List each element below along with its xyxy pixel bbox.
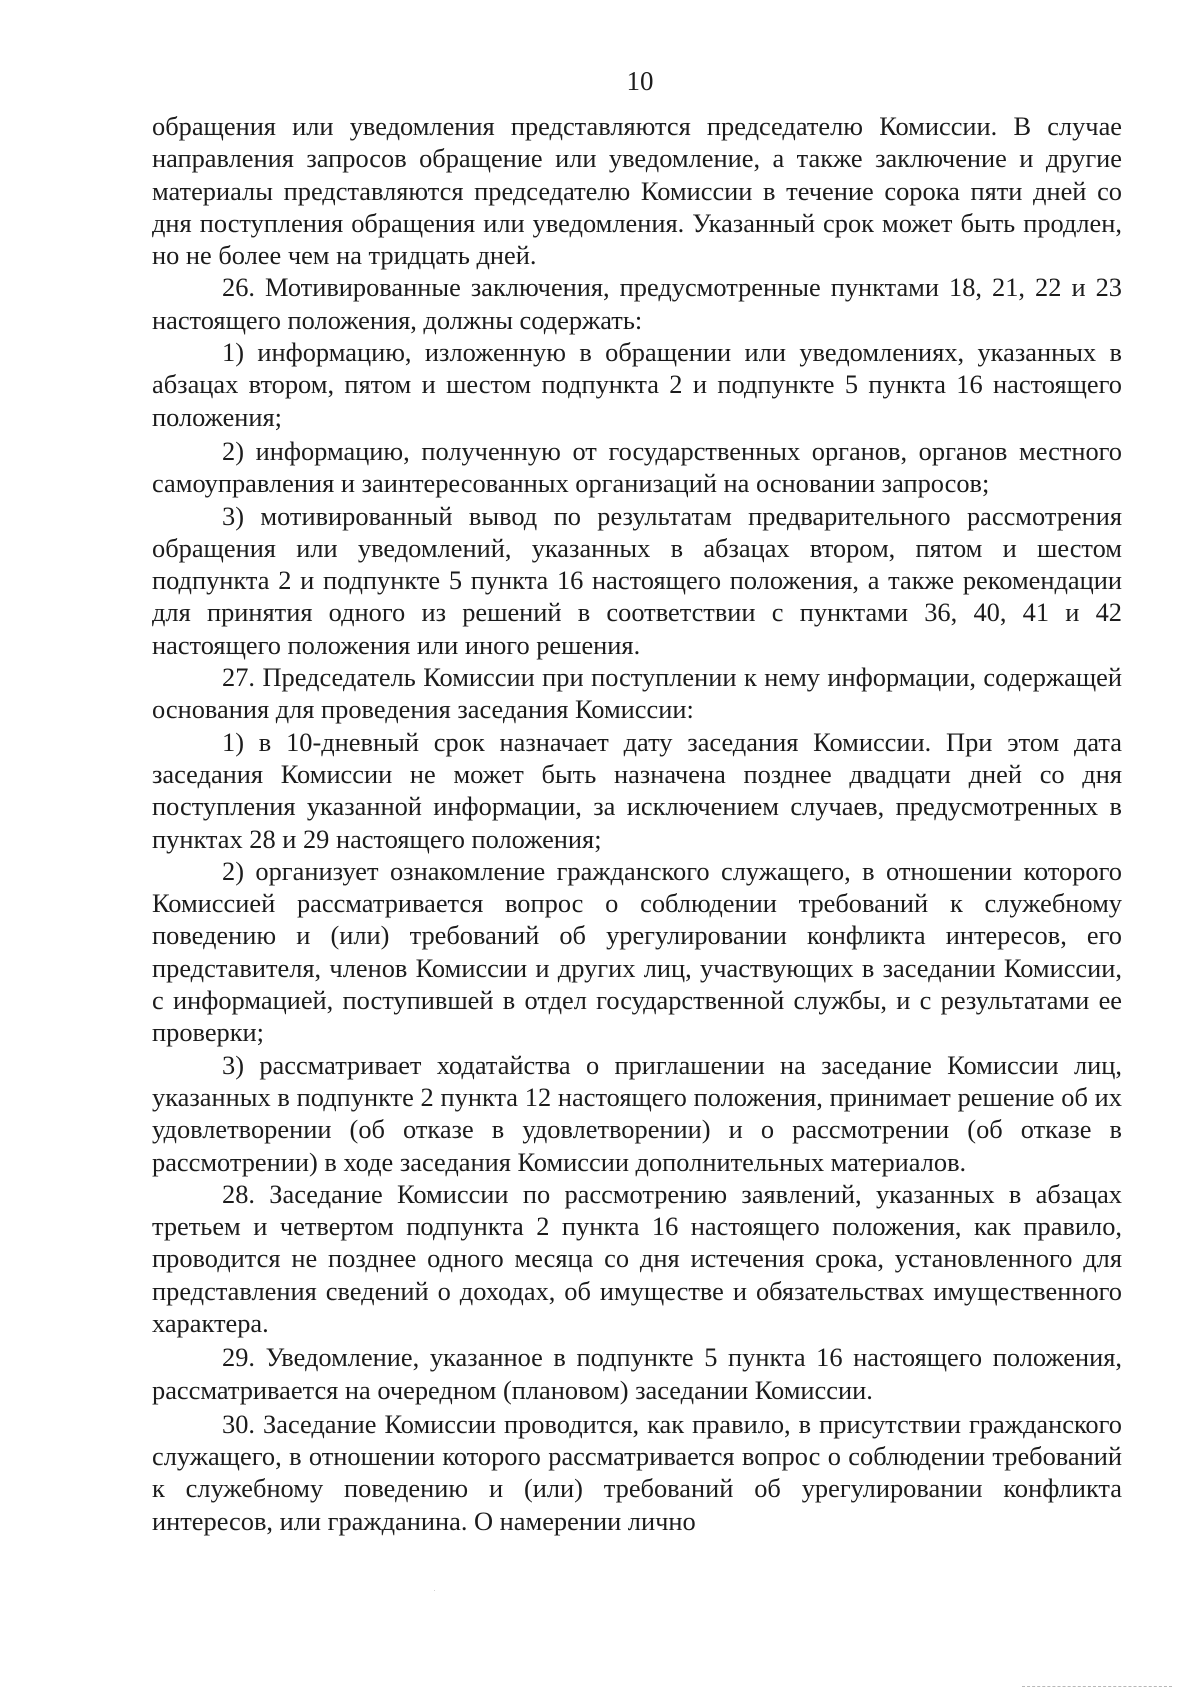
paragraph-30: 30. Заседание Комиссии проводится, как правило, в присутствии гражданского служащего, в отношении которого рассматривается вопрос о соблюдении требований к служебному поведению и (или) требований об урегулировании конфликта интересов, или гражданина. О намерении лично [152,1408,1122,1536]
paragraph-26: 26. Мотивированные заключения, предусмотренные пунктами 18, 21, 22 и 23 настоящего положения, должны содержать: [152,272,1122,335]
paragraph-28: 28. Заседание Комиссии по рассмотрению заявлений, указанных в абзацах третьем и четвертом подпункта 2 пункта 16 настоящего положения, как правило, проводится не позднее одного месяца со дня истечения срока, установленного для представления сведений о доходах, об имуществе и обязательствах имущественного характера. [152,1178,1122,1338]
paragraph-continuation: обращения или уведомления представляются председателю Комиссии. В случае направления запросов обращение или уведомление, а также заключение и другие материалы представляются председателю Комиссии в течение сорока пяти дней со дня поступления обращения или уведомления. Указанный срок может быть продлен, но не более чем на тридцать дней. [152,111,1122,271]
scan-artifact [434,1590,435,1591]
document-body [152,110,1122,1537]
paragraph-26-item-1: 1) информацию, изложенную в обращении или уведомлениях, указанных в абзацах втором, пятом и шестом подпункта 2 и подпункте 5 пункта 16 настоящего положения; [152,337,1122,432]
paragraph-27-item-1: 1) в 10-дневный срок назначает дату заседания Комиссии. При этом дата заседания Комиссии не может быть назначена позднее двадцати дней со дня поступления указанной информации, за исключением случаев, предусмотренных в пунктах 28 и 29 настоящего положения; [152,726,1122,854]
paragraph-27: 27. Председатель Комиссии при поступлении к нему информации, содержащей основания для проведения заседания Комиссии: [152,662,1122,725]
page-number: 10 [626,66,654,96]
paragraph-27-item-3: 3) рассматривает ходатайства о приглашении на заседание Комиссии лиц, указанных в подпункте 2 пункта 12 настоящего положения, принимает решение об их удовлетворении (об отказе в удовлетворении) и о рассмотрении (об отказе в рассмотрении) в ходе заседания Комиссии дополнительных материалов. [152,1049,1122,1177]
paragraph-27-item-2: 2) организует ознакомление гражданского служащего, в отношении которого Комиссией рассматривается вопрос о соблюдении требований к служебному поведению и (или) требований об урегулировании конфликта интересов, его представителя, членов Комиссии и других лиц, участвующих в заседании Комиссии, с информацией, поступившей в отдел государственной службы, и с результатами ее проверки; [152,855,1122,1048]
paragraph-29: 29. Уведомление, указанное в подпункте 5 пункта 16 настоящего положения, рассматривается на очередном (плановом) заседании Комиссии. [152,1342,1122,1405]
paragraph-26-item-3: 3) мотивированный вывод по результатам предварительного рассмотрения обращения или уведомлений, указанных в абзацах втором, пятом и шестом подпункта 2 и подпункте 5 пункта 16 настоящего положения, а также рекомендации для принятия одного из решений в соответствии с пунктами 36, 40, 41 и 42 настоящего положения или иного решения. [152,500,1122,660]
paragraph-26-item-2: 2) информацию, полученную от государственных органов, органов местного самоуправления и заинтересованных организаций на основании запросов; [152,435,1122,499]
scan-edge-mark [1022,1686,1172,1688]
